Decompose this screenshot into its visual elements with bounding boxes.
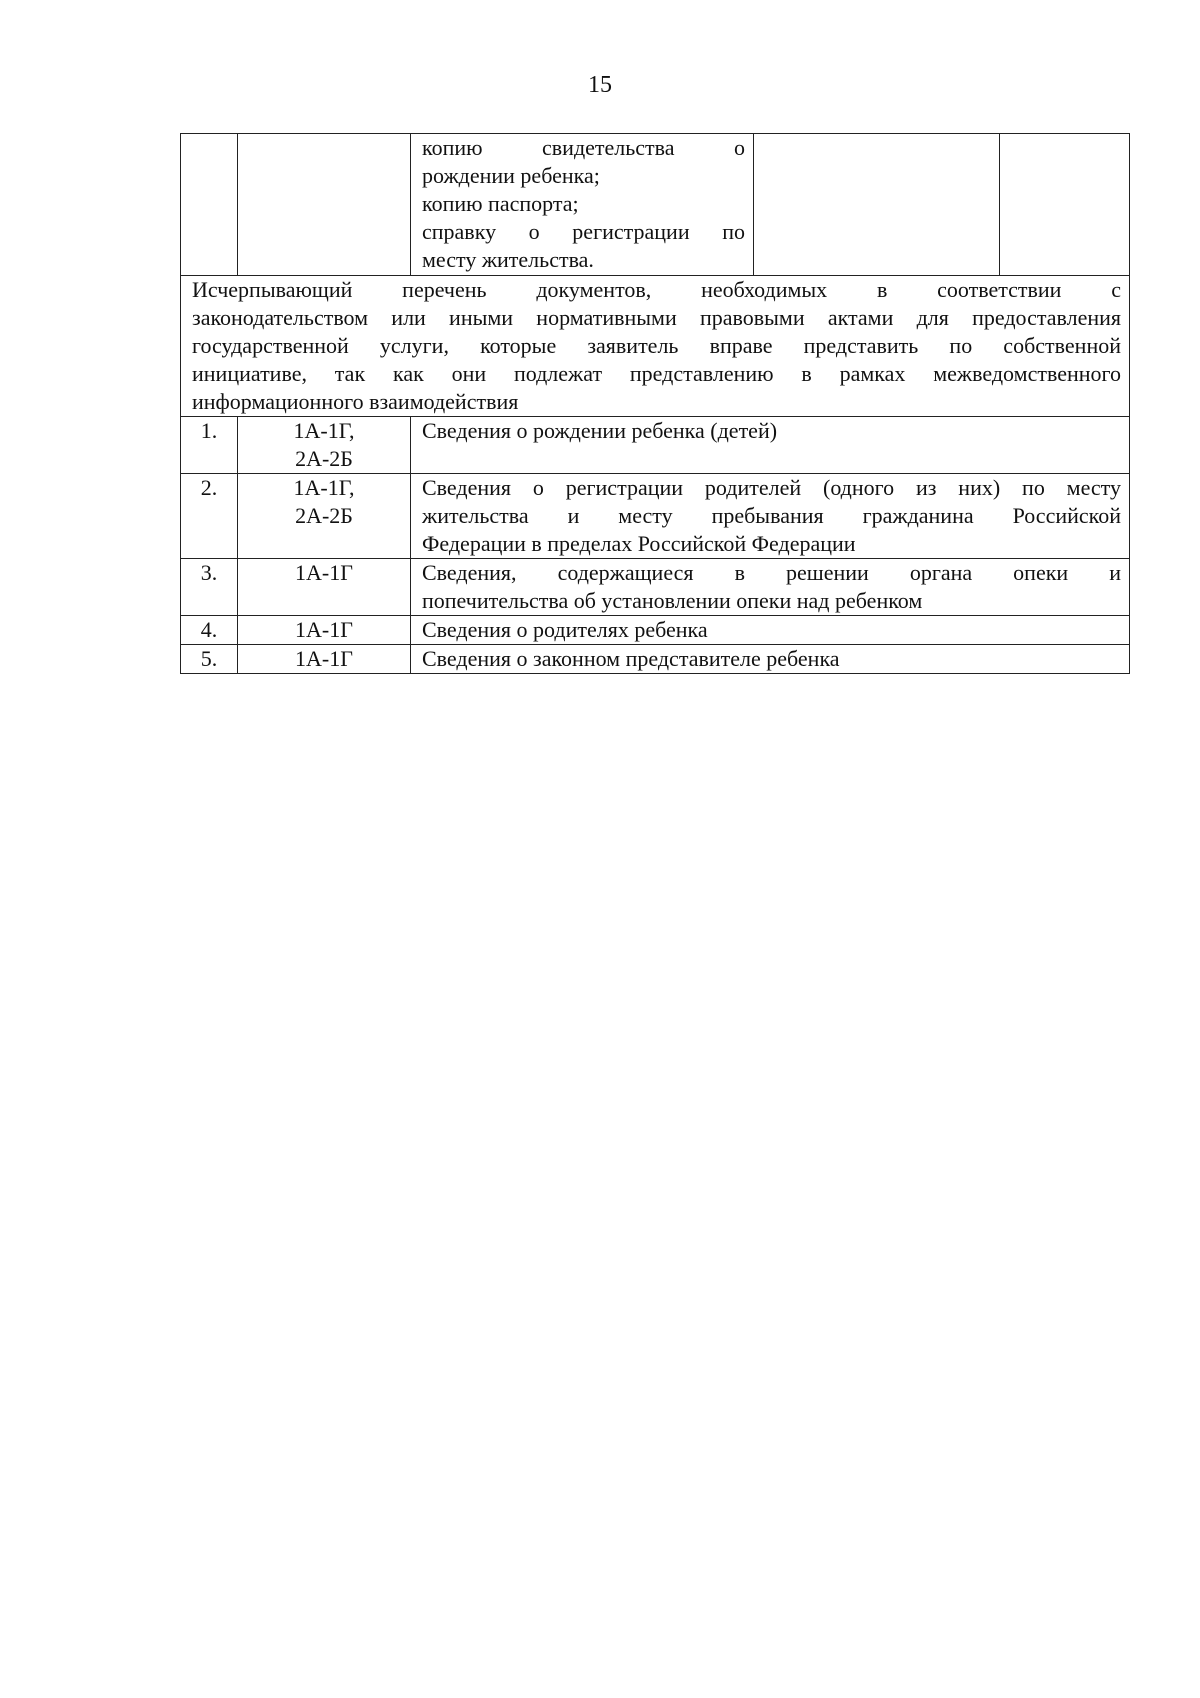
row-description <box>411 474 1130 559</box>
desc-line: Сведения, содержащиеся в решении органа опеки и <box>422 560 1121 585</box>
row-description <box>411 417 1130 474</box>
row-number: 1. <box>181 417 238 474</box>
row-number: 2. <box>181 474 238 559</box>
section-heading <box>181 276 1130 417</box>
code-line: 1А-1Г <box>295 646 353 671</box>
continuation-documents-cell <box>411 134 754 276</box>
documents-line: копию паспорта; <box>422 191 579 216</box>
desc-line: Сведения о регистрации родителей (одного из них) по месту <box>422 475 1121 500</box>
page-number: 15 <box>588 72 612 98</box>
row-code <box>238 474 411 559</box>
code-line: 1А-1Г <box>295 617 353 642</box>
table-row <box>181 474 1130 559</box>
row-number: 3. <box>181 559 238 616</box>
desc-line: попечительства об установлении опеки над ребенком <box>422 588 923 613</box>
heading-line: законодательством или иными нормативными правовыми актами для предоставления <box>192 305 1121 330</box>
table-row <box>181 616 1130 645</box>
documents-line: рождении ребенка; <box>422 163 600 188</box>
continuation-empty-cell <box>1000 134 1130 276</box>
heading-line: Исчерпывающий перечень документов, необходимых в соответствии с <box>192 277 1121 302</box>
row-description <box>411 645 1130 674</box>
row-code <box>238 645 411 674</box>
table-row <box>181 417 1130 474</box>
desc-line: Сведения о законном представителе ребенка <box>422 646 840 671</box>
desc-line: Федерации в пределах Российской Федерации <box>422 531 856 556</box>
row-description <box>411 559 1130 616</box>
heading-line: инициативе, так как они подлежат представлению в рамках межведомственного <box>192 361 1121 386</box>
row-description <box>411 616 1130 645</box>
row-code <box>238 559 411 616</box>
heading-line: государственной услуги, которые заявитель вправе представить по собственной <box>192 333 1121 358</box>
section-heading-row <box>181 276 1130 417</box>
documents-line: копию свидетельства о <box>422 135 745 160</box>
code-line: 1А-1Г, <box>293 475 355 500</box>
code-line: 2А-2Б <box>295 446 353 471</box>
continuation-empty-cell <box>754 134 1000 276</box>
documents-line: месту жительства. <box>422 247 594 272</box>
heading-line: информационного взаимодействия <box>192 389 519 414</box>
desc-line: жительства и месту пребывания гражданина Российской <box>422 503 1121 528</box>
code-line: 1А-1Г <box>295 560 353 585</box>
documents-table <box>180 133 1130 674</box>
desc-line: Сведения о родителях ребенка <box>422 617 708 642</box>
continuation-num-cell <box>181 134 238 276</box>
code-line: 1А-1Г, <box>293 418 355 443</box>
row-number: 4. <box>181 616 238 645</box>
row-code <box>238 616 411 645</box>
table-row <box>181 559 1130 616</box>
row-code <box>238 417 411 474</box>
code-line: 2А-2Б <box>295 503 353 528</box>
continuation-code-cell <box>238 134 411 276</box>
table-row <box>181 645 1130 674</box>
continuation-row <box>181 134 1130 276</box>
documents-line: справку о регистрации по <box>422 219 745 244</box>
desc-line: Сведения о рождении ребенка (детей) <box>422 418 778 443</box>
row-number: 5. <box>181 645 238 674</box>
